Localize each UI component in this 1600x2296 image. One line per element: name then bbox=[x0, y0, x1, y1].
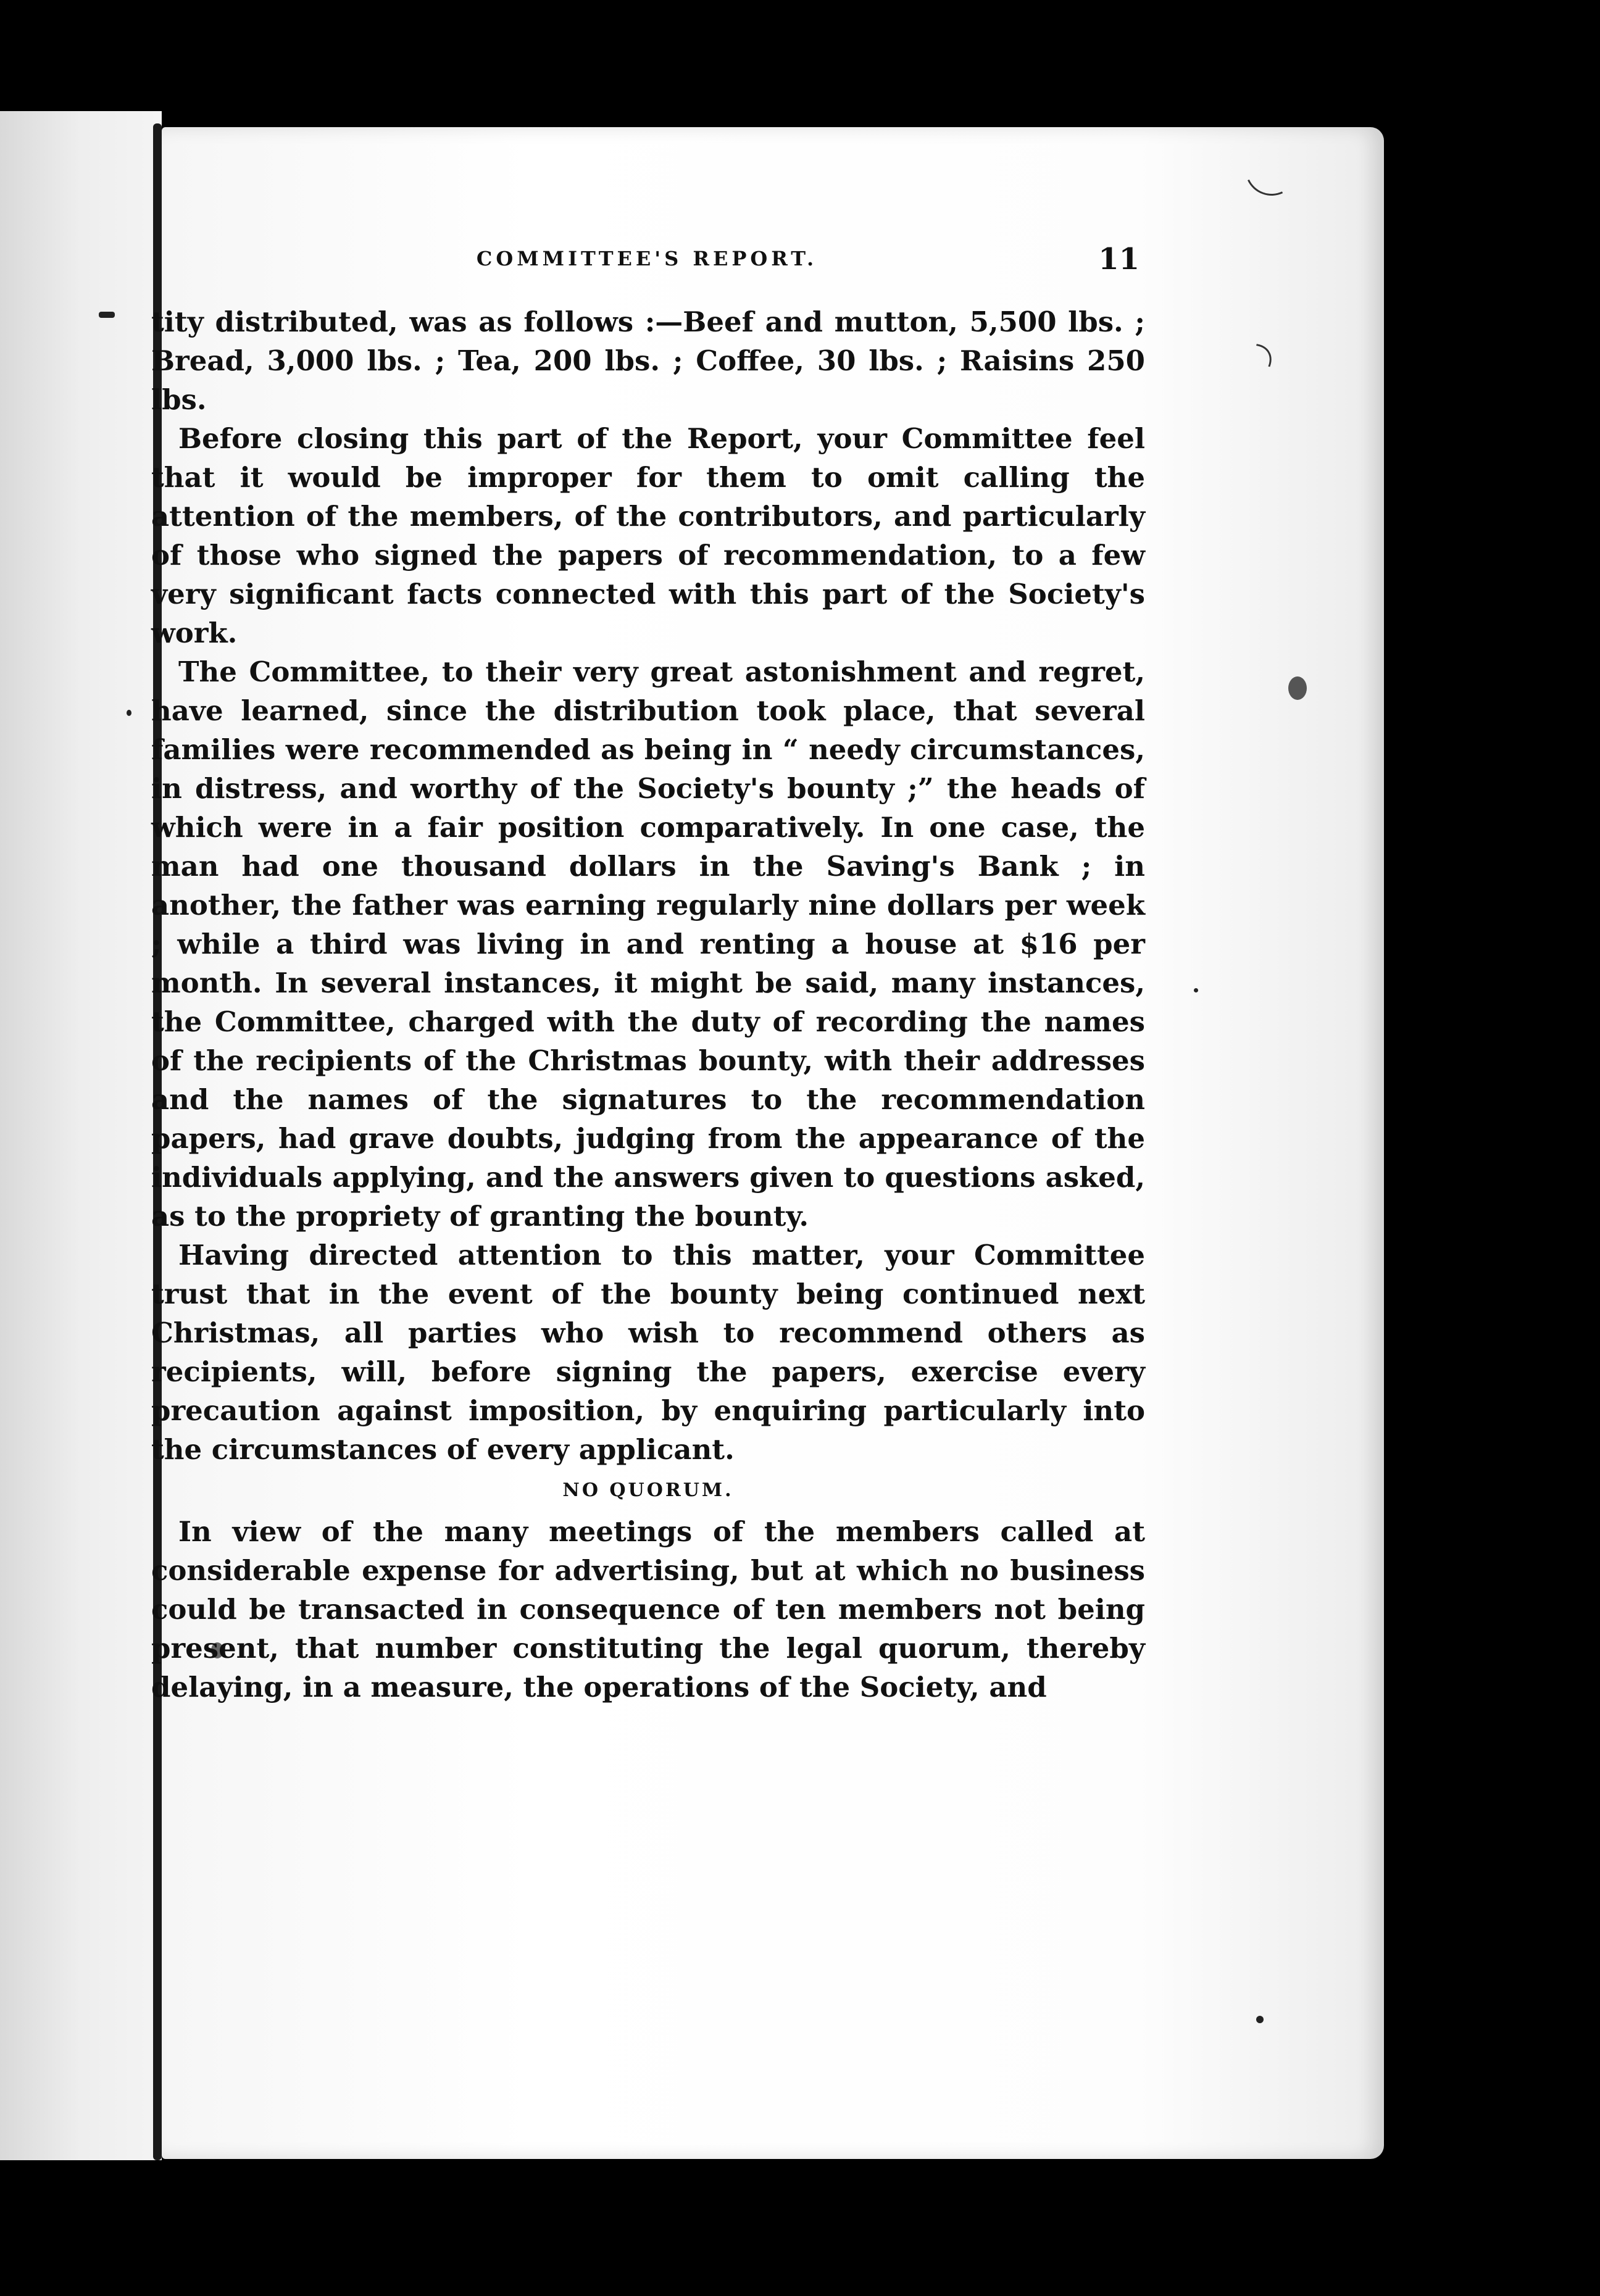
scan-speck bbox=[1256, 2016, 1264, 2023]
running-title: COMMITTEE'S REPORT. bbox=[476, 247, 818, 270]
paragraph-continuation: tity distributed, was as follows :—Beef and mutton, 5,500 lbs. ; Bread, 3,000 lbs. ; Tea, 200 lbs. ; Coffee, 30 lbs. ; Raisins 250 lbs. bbox=[151, 306, 1145, 416]
paragraph: Having directed attention to this matter, your Committee trust that in the event of the bounty being continued next Christmas, all parties who wish to recommend others as recipients, will, before signing the papers, exercise every precaution against imposition, by enquiring particularly into the circumstances of every applicant. bbox=[151, 1239, 1145, 1466]
scan-speck bbox=[1194, 988, 1198, 992]
scan-speck bbox=[127, 710, 131, 716]
page-number: 11 bbox=[1098, 242, 1140, 277]
page-body bbox=[151, 302, 1145, 1707]
pencil-mark-top-right bbox=[1238, 135, 1306, 203]
paragraph: The Committee, to their very great astonishment and regret, have learned, since the distribution took place, that several families were recommended as being in “ needy circumstances, in distress, and worthy of the Society's bounty ;” the heads of which were in a fair position comparatively. In one case, the man had one thousand dollars in the Saving's Bank ; in another, the father was earning regularly nine dollars per week ; while a third was living in and renting a house at $16 per month. In several instances, it might be said, many instances, the Committee, charged with the duty of recording the names of the recipients of the Christmas bounty, with their addresses and the names of the signatures to the recommendation papers, had grave doubts, judging from the appearance of the individuals applying, and the answers given to questions asked, as to the propriety of granting the bounty. bbox=[151, 655, 1145, 1233]
scan-speck bbox=[99, 312, 115, 318]
previous-page-edge bbox=[0, 111, 162, 2160]
scan-speck bbox=[1288, 676, 1307, 700]
page-header bbox=[154, 242, 1140, 284]
pencil-mark-right bbox=[1208, 334, 1280, 399]
section-heading: NO QUORUM. bbox=[562, 1479, 734, 1501]
paragraph: In view of the many meetings of the members called at considerable expense for advertising, but at which no business could be transacted in consequence of ten members not being present, that number constituting the legal quorum, thereby delaying, in a measure, the operations of the Society, and bbox=[151, 1515, 1145, 1703]
paragraph: Before closing this part of the Report, your Committee feel that it would be improper for them to omit calling the attention of the members, of the contributors, and particularly of those who signed the papers of recommendation, to a few very significant facts connected with this part of the Society's work. bbox=[151, 422, 1145, 649]
